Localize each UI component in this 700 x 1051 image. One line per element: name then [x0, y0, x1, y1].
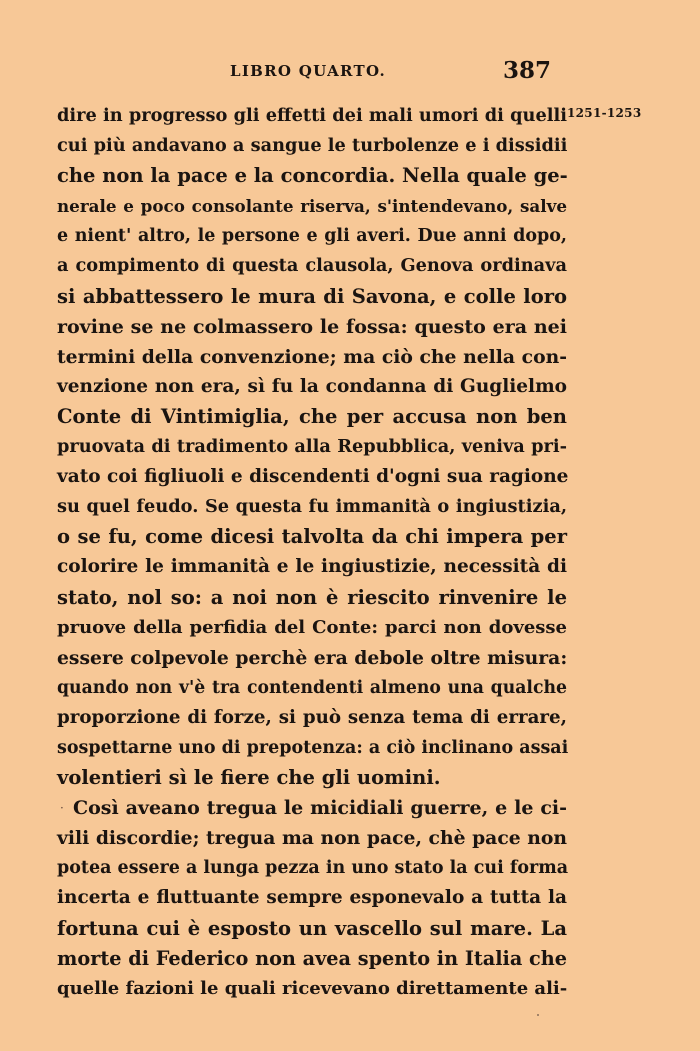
- page-number: 387: [503, 57, 552, 84]
- text-line: Così aveano tregua le micidiali guerre, e le ci-: [73, 797, 567, 820]
- text-line: termini della convenzione; ma ciò che nella con-: [57, 345, 567, 368]
- text-line: proporzione di forze, si può senza tema di errare,: [57, 706, 567, 728]
- text-line: o se fu, come dicesi talvolta da chi impera per: [57, 525, 567, 549]
- text-line: pruove della perfidia del Conte: parci non dovesse: [57, 616, 567, 638]
- text-line: sospettarne uno di prepotenza: a ciò inclinano assai: [57, 737, 569, 758]
- text-line: potea essere a lunga pezza in uno stato la cui forma: [57, 858, 569, 879]
- text-line: pruovata di tradimento alla Repubblica, veniva pri-: [57, 436, 567, 458]
- text-line: vili discordie; tregua ma non pace, chè pace non: [57, 827, 567, 850]
- text-line: colorire le immanità e le ingiustizie, necessità di: [57, 556, 567, 578]
- stray-mark: [537, 1014, 539, 1016]
- margin-date-note: 1251-1253: [567, 106, 642, 120]
- text-line: essere colpevole perchè era debole oltre misura:: [57, 646, 568, 669]
- text-line: su quel feudo. Se questa fu immanità o ingiustizia,: [57, 496, 567, 518]
- text-line: stato, nol so: a noi non è riescito rinvenire le: [57, 585, 567, 609]
- text-line: venzione non era, sì fu la condanna di Guglielmo: [57, 375, 567, 397]
- text-line: quando non v'è tra contendenti almeno una qualche: [57, 677, 567, 698]
- text-line: vato coi figliuoli e discendenti d'ogni sua ragione: [57, 466, 569, 488]
- text-line: si abbattessero le mura di Savona, e colle loro: [57, 284, 567, 308]
- text-line: quelle fazioni le quali ricevevano direttamente ali-: [57, 977, 568, 999]
- text-line: dire in progresso gli effetti dei mali umori di quelli: [57, 105, 567, 126]
- text-line: e nient' altro, le persone e gli averi. Due anni dopo,: [57, 226, 567, 247]
- text-line: morte di Federico non avea spento in Italia che: [57, 946, 567, 970]
- running-head: LIBRO QUARTO.: [230, 62, 386, 80]
- text-line: a compimento di questa clausola, Genova ordinava: [57, 255, 567, 277]
- body-text: [57, 101, 567, 1004]
- text-line: incerta e fluttuante sempre esponevalo a tutta la: [57, 887, 567, 909]
- text-line: fortuna cui è esposto un vascello sul mare. La: [57, 916, 567, 940]
- text-line: volentieri sì le fiere che gli uomini.: [57, 766, 441, 790]
- text-line: nerale e poco consolante riserva, s'intendevano, salve: [57, 196, 567, 217]
- text-line: rovine se ne colmassero le fossa: questo era nei: [57, 315, 567, 338]
- text-line: che non la pace e la concordia. Nella quale ge-: [57, 164, 568, 188]
- paragraph-mark: ·: [60, 801, 64, 815]
- text-line: Conte di Vintimiglia, che per accusa non ben: [57, 404, 567, 428]
- text-line: cui più andavano a sangue le turbolenze e i dissidii: [57, 135, 568, 157]
